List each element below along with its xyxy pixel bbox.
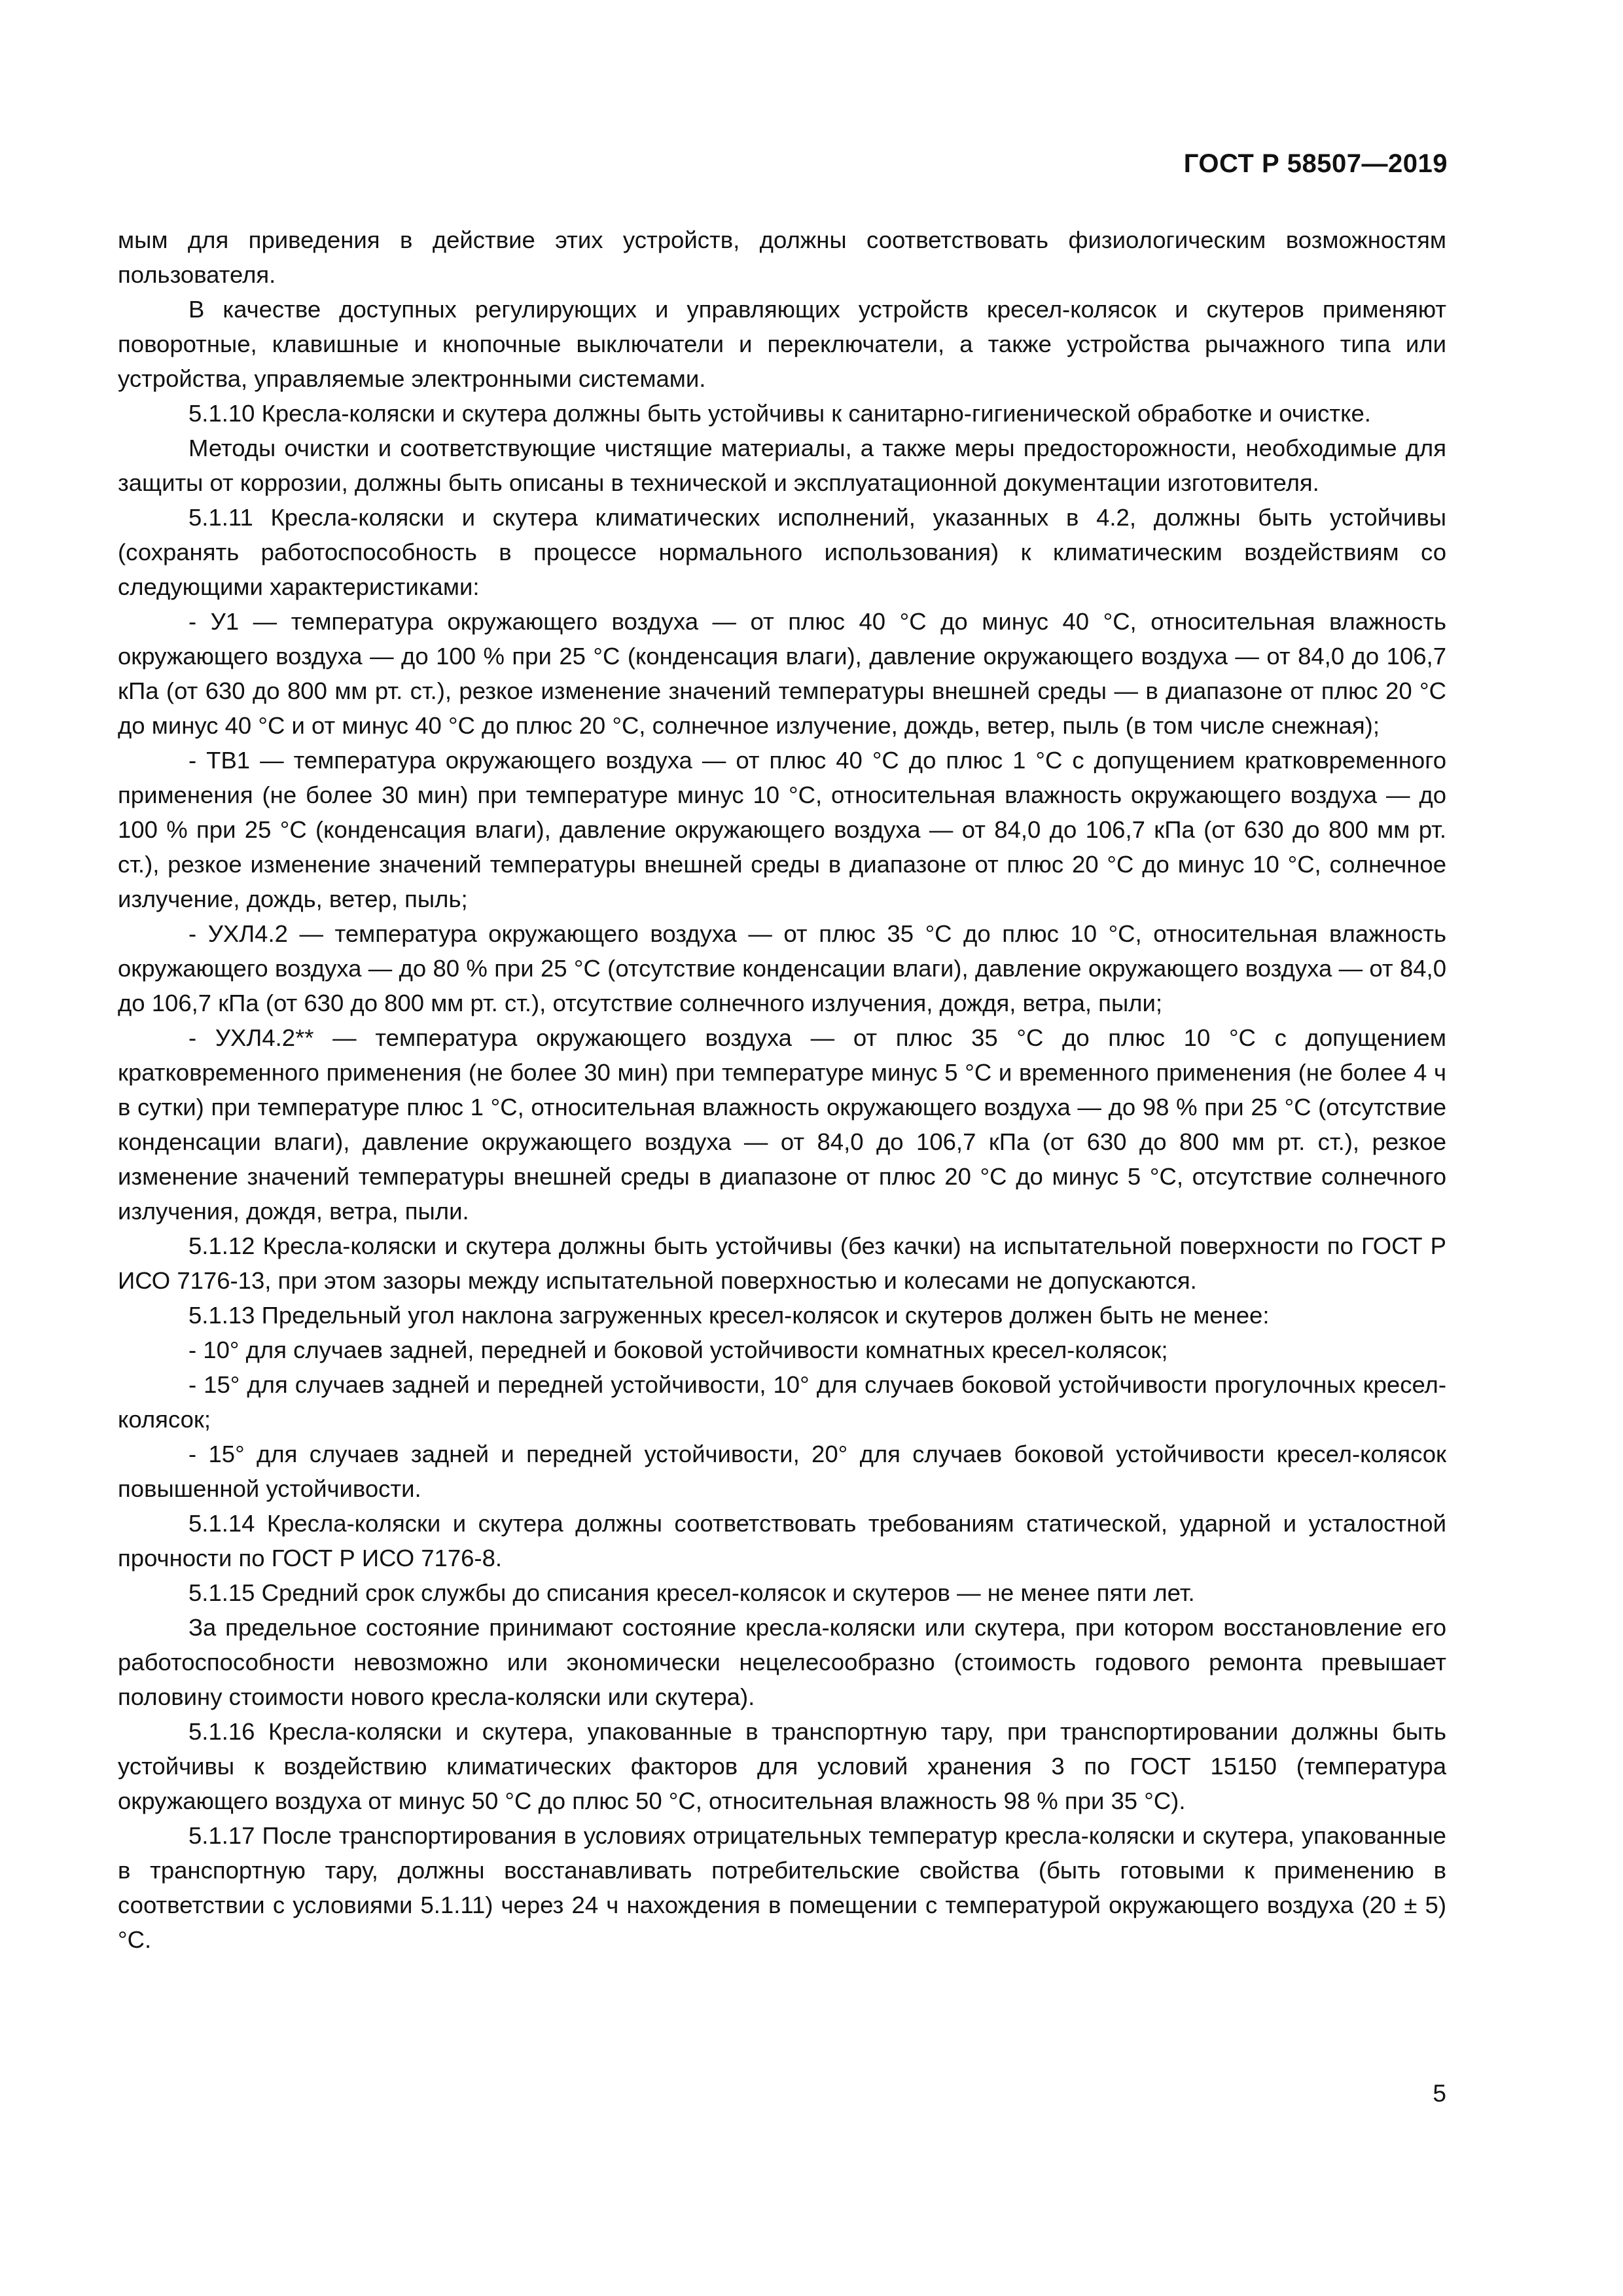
- paragraph-control-devices: В качестве доступных регулирующих и управляющих устройств кресел-колясок и скутеров применяют поворотные, клавишные и кнопочные выключатели и переключатели, а также устройства рычажного типа или устройства, управляемые электронными системами.: [118, 296, 1446, 392]
- clause-5-1-15: 5.1.15 Средний срок службы до списания кресел-колясок и скутеров — не менее пяти лет.: [188, 1579, 1195, 1606]
- clause-5-1-10: 5.1.10 Кресла-коляски и скутера должны быть устойчивы к санитарно-гигиенической обработке и очистке.: [188, 400, 1371, 427]
- list-item-tv1: - ТВ1 — температура окружающего воздуха — от плюс 40 °С до плюс 1 °С с допущением кратковременного применения (не более 30 мин) при температуре минус 10 °С, относительная влажность окружающего воздуха — до 100 % при 25 °С (конденсация влаги), давление окружающего воздуха — от 84,0 до 106,7 кПа (от 630 до 800 мм рт. ст.), резкое изменение значений температуры внешней среды в диапазоне от плюс 20 °С до минус 10 °С, солнечное излучение, дождь, ветер, пыль;: [118, 747, 1446, 912]
- clause-5-1-12: 5.1.12 Кресла-коляски и скутера должны быть устойчивы (без качки) на испытательной поверхности по ГОСТ Р ИСО 7176-13, при этом зазоры между испытательной поверхностью и колесами не допускаются.: [118, 1232, 1446, 1294]
- clause-5-1-13: 5.1.13 Предельный угол наклона загруженных кресел-колясок и скутеров должен быть не менее:: [188, 1302, 1270, 1329]
- document-body: [118, 223, 1446, 1957]
- paragraph-cleaning-methods: Методы очистки и соответствующие чистящие материалы, а также меры предосторожности, необходимые для защиты от коррозии, должны быть описаны в технической и эксплуатационной документации изготовителя.: [118, 435, 1446, 496]
- clause-5-1-11: 5.1.11 Кресла-коляски и скутера климатических исполнений, указанных в 4.2, должны быть устойчивы (сохранять работоспособность в процессе нормального использования) к климатическим воздействиям со следующими характеристиками:: [118, 504, 1446, 600]
- clause-5-1-17: 5.1.17 После транспортирования в условиях отрицательных температур кресла-коляски и скутера, упакованные в транспортную тару, должны восстанавливать потребительские свойства (быть готовыми к применению в соответствии с условиями 5.1.11) через 24 ч нахождения в помещении с температурой окружающего воздуха (20 ± 5) °С.: [118, 1822, 1446, 1953]
- list-item-u1: - У1 — температура окружающего воздуха — от плюс 40 °С до минус 40 °С, относительная влажность окружающего воздуха — до 100 % при 25 °С (конденсация влаги), давление окружающего воздуха — от 84,0 до 106,7 кПа (от 630 до 800 мм рт. ст.), резкое изменение значений температуры внешней среды — в диапазоне от плюс 20 °С до минус 40 °С и от минус 40 °С до плюс 20 °С, солнечное излучение, дождь, ветер, пыль (в том числе снежная);: [118, 608, 1446, 739]
- page-number: 5: [1433, 2080, 1446, 2107]
- clause-5-1-16: 5.1.16 Кресла-коляски и скутера, упакованные в транспортную тару, при транспортировании должны быть устойчивы к воздействию климатических факторов для условий хранения 3 по ГОСТ 15150 (температура окружающего воздуха от минус 50 °С до плюс 50 °С, относительная влажность 98 % при 35 °С).: [118, 1718, 1446, 1814]
- list-item-10-degrees: - 10° для случаев задней, передней и боковой устойчивости комнатных кресел-колясок;: [188, 1336, 1168, 1363]
- paragraph-continuation: мым для приведения в действие этих устройств, должны соответствовать физиологическим возможностям пользователя.: [118, 226, 1446, 288]
- list-item-uhl4-2: - УХЛ4.2 — температура окружающего воздуха — от плюс 35 °С до плюс 10 °С, относительная влажность окружающего воздуха — до 80 % при 25 °С (отсутствие конденсации влаги), давление окружающего воздуха — от 84,0 до 106,7 кПа (от 630 до 800 мм рт. ст.), отсутствие солнечного излучения, дождя, ветра, пыли;: [118, 920, 1446, 1016]
- document-code-header: ГОСТ Р 58507—2019: [1183, 149, 1448, 178]
- paragraph-limit-state: За предельное состояние принимают состояние кресла-коляски или скутера, при котором восстановление его работоспособности невозможно или экономически нецелесообразно (стоимость годового ремонта превышает половину стоимости нового кресла-коляски или скутера).: [118, 1614, 1446, 1710]
- list-item-15-20-degrees: - 15° для случаев задней и передней устойчивости, 20° для случаев боковой устойчивости кресел-колясок повышенной устойчивости.: [118, 1441, 1446, 1502]
- clause-5-1-14: 5.1.14 Кресла-коляски и скутера должны соответствовать требованиям статической, ударной и усталостной прочности по ГОСТ Р ИСО 7176-8.: [118, 1510, 1446, 1571]
- list-item-15-10-degrees: - 15° для случаев задней и передней устойчивости, 10° для случаев боковой устойчивости прогулочных кресел-колясок;: [118, 1371, 1446, 1433]
- list-item-uhl4-2-star: - УХЛ4.2** — температура окружающего воздуха — от плюс 35 °С до плюс 10 °С с допущением кратковременного применения (не более 30 мин) при температуре минус 5 °С и временного применения (не более 4 ч в сутки) при температуре плюс 1 °С, относительная влажность окружающего воздуха — до 98 % при 25 °С (отсутствие конденсации влаги), давление окружающего воздуха — от 84,0 до 106,7 кПа (от 630 до 800 мм рт. ст.), резкое изменение значений температуры внешней среды в диапазоне от плюс 20 °С до минус 5 °С, отсутствие солнечного излучения, дождя, ветра, пыли.: [118, 1024, 1446, 1225]
